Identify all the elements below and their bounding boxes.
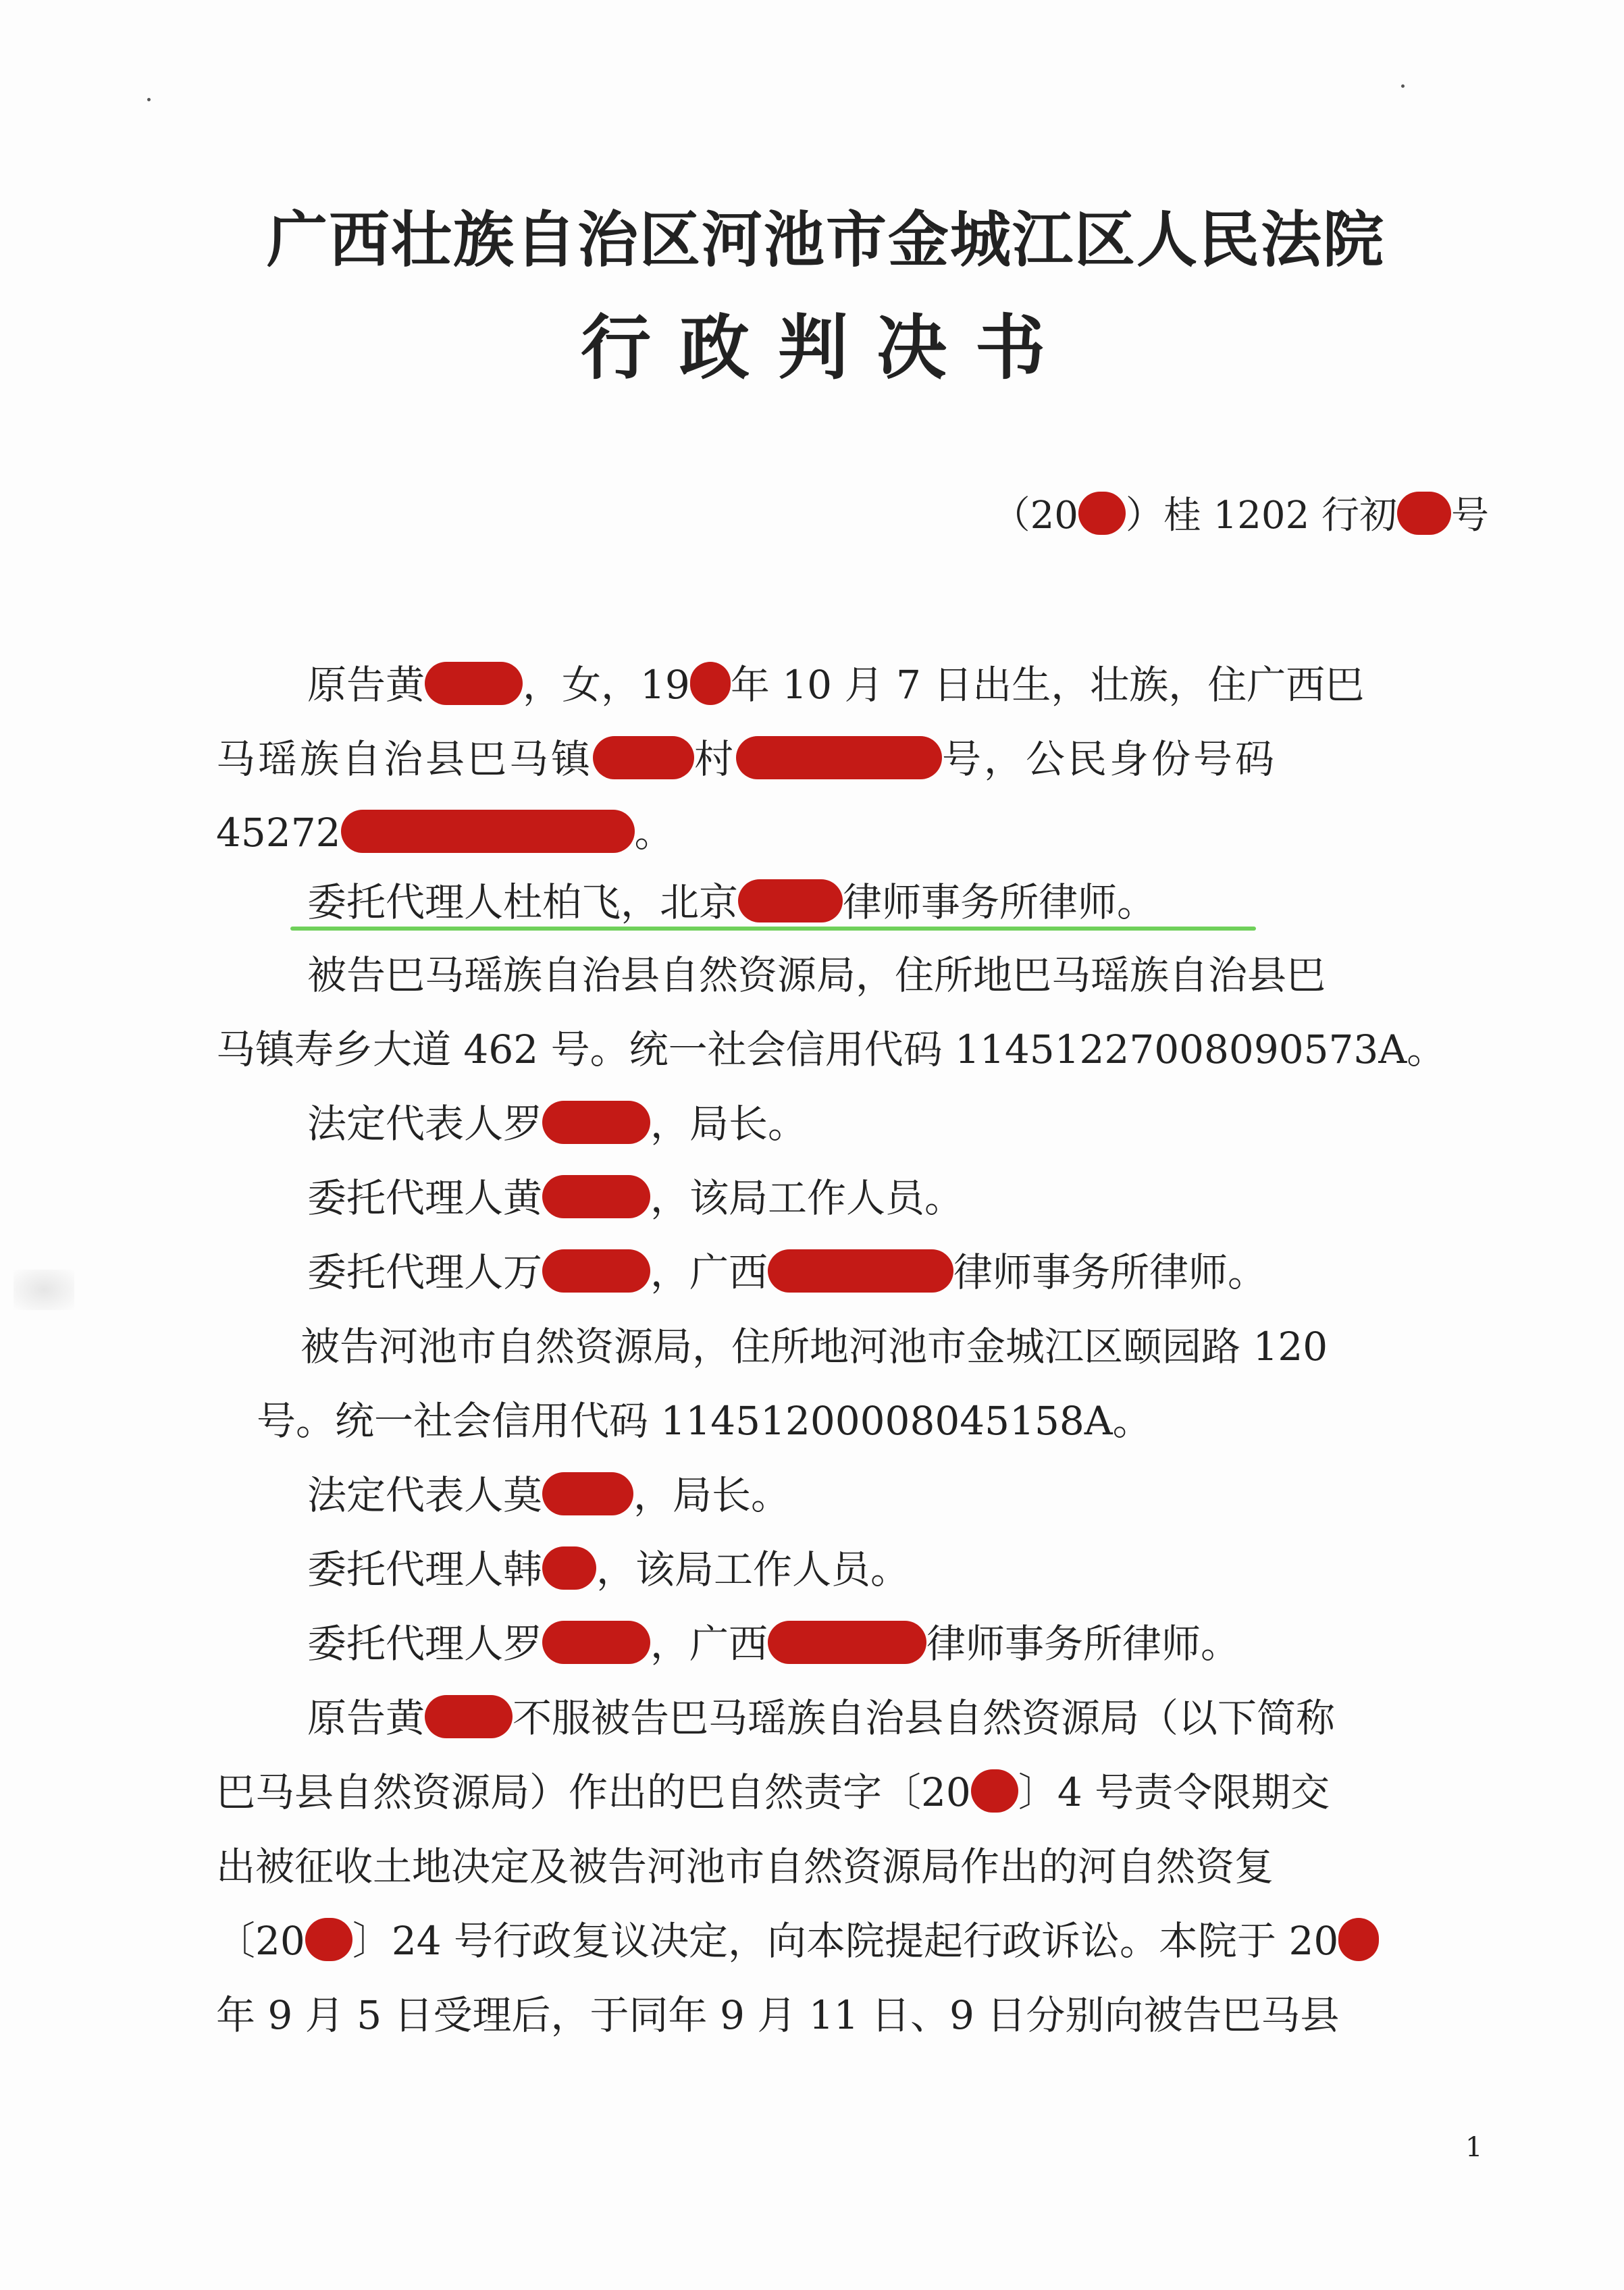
text-fragment: ，该局工作人员。 [650, 1175, 964, 1221]
text-fragment: 。 [634, 810, 674, 856]
case-number-part: ）桂 1202 行初 [1125, 494, 1397, 538]
case-number-part: 号 [1451, 494, 1489, 538]
text-fragment: 村 [694, 736, 737, 782]
text-fragment: 原告黄 [307, 662, 425, 708]
paragraph-line [307, 1694, 1335, 1742]
redaction-mark [971, 1769, 1018, 1813]
text-fragment: 律师事务所律师。 [953, 1249, 1267, 1295]
text-fragment: ，局长。 [650, 1101, 808, 1147]
paragraph-line [307, 1619, 1240, 1668]
redaction-mark [542, 1621, 650, 1664]
text-fragment: ，广西 [650, 1249, 768, 1295]
paragraph-line: 年 9 月 5 日受理后，于同年 9 月 11 日、9 日分别向被告巴马县 [216, 1992, 1340, 2038]
text-fragment: 委托代理人韩 [307, 1546, 543, 1592]
redaction-mark [1397, 492, 1451, 535]
scan-speck [1401, 84, 1405, 88]
text-fragment: 巴马县自然资源局）作出的巴自然责字〔20 [216, 1769, 971, 1815]
redaction-mark [542, 1472, 633, 1515]
text-fragment: 〕24 号行政复议决定，向本院提起行政诉讼。本院于 20 [352, 1918, 1339, 1964]
text-fragment: 不服被告巴马瑶族自治县自然资源局（以下简称 [513, 1695, 1336, 1741]
case-number-part: （20 [992, 494, 1078, 538]
redaction-mark [768, 1621, 926, 1664]
scan-smudge [14, 1270, 74, 1310]
text-fragment: 委托代理人罗 [307, 1621, 543, 1667]
text-fragment: 原告黄 [307, 1695, 425, 1741]
case-number [993, 492, 1489, 540]
paragraph-line: 被告河池市自然资源局，住所地河池市金城江区颐园路 120 [300, 1324, 1328, 1370]
scan-speck [147, 98, 151, 101]
text-fragment: 律师事务所律师。 [843, 879, 1157, 925]
redaction-mark [736, 736, 942, 779]
redaction-mark [593, 736, 694, 779]
redaction-mark [542, 1175, 650, 1218]
redaction-mark [542, 1101, 650, 1144]
redaction-mark [305, 1918, 352, 1961]
paragraph-line: 号。统一社会信用代码 11451200008045158A。 [257, 1398, 1152, 1444]
text-fragment: 马瑶族自治县巴马镇 [216, 736, 594, 782]
redaction-mark [768, 1249, 953, 1293]
text-fragment: ，广西 [650, 1621, 768, 1667]
text-fragment: ，该局工作人员。 [596, 1546, 910, 1592]
text-fragment: 〕4 号责令限期交 [1018, 1769, 1330, 1815]
redaction-mark [425, 1695, 513, 1738]
redaction-mark [542, 1546, 596, 1590]
paragraph-line [307, 878, 1156, 927]
paragraph-line: 马镇寿乡大道 462 号。统一社会信用代码 11451227008090573A。 [216, 1026, 1446, 1072]
text-fragment: 号，公民身份号码 [942, 736, 1278, 782]
paragraph-line [216, 1917, 1379, 1965]
text-fragment: ，局长。 [633, 1472, 791, 1518]
text-fragment: 年 10 月 7 日出生，壮族，住广西巴 [730, 662, 1365, 708]
text-fragment: 律师事务所律师。 [926, 1621, 1240, 1667]
redaction-mark [1338, 1918, 1379, 1961]
text-fragment: 法定代表人莫 [307, 1472, 543, 1518]
redaction-mark [738, 879, 843, 922]
paragraph-line: 出被征收土地决定及被告河池市自然资源局作出的河自然资复 [216, 1844, 1274, 1890]
paragraph-line [307, 1099, 807, 1148]
text-fragment: ，女，19 [523, 662, 690, 708]
paragraph-line: 被告巴马瑶族自治县自然资源局，住所地巴马瑶族自治县巴 [307, 952, 1326, 998]
court-name-heading: 广西壮族自治区河池市金城江区人民法院 [267, 204, 1385, 276]
paragraph-line [307, 1174, 964, 1222]
text-fragment: 委托代理人杜柏飞，北京 [307, 879, 739, 925]
redaction-mark [341, 810, 635, 853]
redaction-mark [690, 662, 731, 705]
document-type-heading: 行政判决书 [581, 306, 1074, 389]
text-fragment: 委托代理人万 [307, 1249, 543, 1295]
text-fragment: 〔20 [216, 1918, 305, 1964]
paragraph-line [216, 808, 674, 857]
redaction-mark [1078, 492, 1126, 535]
redaction-mark [425, 662, 523, 705]
paragraph-line [216, 735, 1277, 783]
page-number: 1 [1465, 2132, 1483, 2163]
paragraph-line [216, 1768, 1330, 1817]
redaction-mark [542, 1249, 650, 1293]
paragraph-line [307, 1545, 910, 1594]
highlight-underline [290, 927, 1256, 931]
text-fragment: 委托代理人黄 [307, 1175, 543, 1221]
paragraph-line [307, 1471, 790, 1519]
text-fragment: 45272 [216, 810, 341, 856]
paragraph-line [307, 660, 1364, 709]
paragraph-line [307, 1248, 1267, 1297]
text-fragment: 法定代表人罗 [307, 1101, 543, 1147]
